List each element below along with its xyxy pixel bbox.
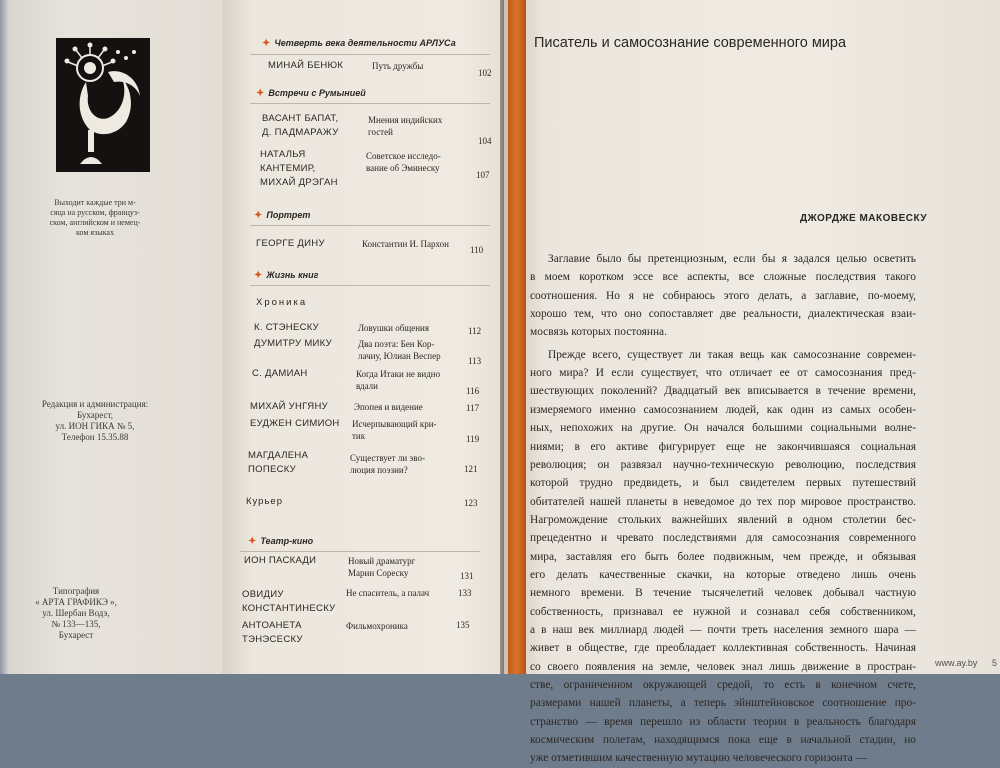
article-line: хорошо тем, что оно сопоставляет две реальности, диалектическая взаи- (530, 308, 916, 321)
note-line: ком языках (76, 228, 114, 237)
toc-author: МИХАЙ УНГЯНУ (250, 401, 328, 412)
article-line: революция; он развязал научно-техническую революцию, последствия (530, 458, 916, 471)
toc-page-number: 131 (460, 571, 474, 581)
printer-line: Бухарест (58, 630, 94, 640)
section-title: Жизнь книг (266, 270, 319, 280)
toc-author: ИОН ПАСКАДИ (244, 555, 317, 566)
toc-article-title[interactable]: Существует ли эво- люция поэзии? (350, 453, 425, 475)
article-line: соотношения. Но я не собираюсь этого делать, а заглавие, по-моему, (530, 289, 916, 302)
article-line: Заглавие было бы претенциозным, если бы я задался целью осветить (548, 253, 916, 265)
toc-author: К. СТЭНЕСКУ (254, 322, 320, 333)
printer-line: Типография (52, 586, 100, 596)
toc-author: АНТОАНЕТА ТЭНЭСЕСКУ (242, 620, 303, 645)
printer-line: № 133—135, (51, 619, 101, 629)
article-title: Писатель и самосознание современного мира (534, 35, 847, 51)
toc-section-header[interactable]: ✦ Жизнь книг (254, 270, 319, 281)
toc-page-number: 119 (466, 434, 480, 444)
toc-article-title[interactable]: Мнения индийских гостей (368, 115, 443, 137)
article-line: Нагромождение стольких важнейших явлений в одном столетии бес- (530, 513, 916, 526)
toc-author: ГЕОРГЕ ДИНУ (256, 238, 325, 249)
editorial-line: Бухарест, (76, 410, 114, 420)
article-line: ного мира? И если существует, что отличает ее от самосознания пред- (530, 367, 916, 380)
article-line: его делать качественные скачки, на которые отведено лишь очень (530, 568, 916, 581)
toc-author: МАГДАЛЕНА ПОПЕСКУ (248, 450, 309, 475)
orange-spine-edge (508, 0, 526, 674)
article-line: уже отметившим качественную мутацию человеческого горизонта — (530, 752, 868, 765)
article-line: ниями; в его активе фигурирует еще не закончившаяся социальная (530, 440, 916, 453)
toc-article-title[interactable]: Когда Итаки не видно вдали (356, 369, 441, 391)
toc-page-number: 104 (478, 136, 492, 146)
note-line: Выходит каждые три м- (54, 198, 136, 207)
toc-page-number: 113 (468, 356, 482, 366)
toc-article-title[interactable]: Два поэта: Бен Кор- лачиу, Юлиан Веспер (358, 339, 441, 361)
toc-article-title[interactable]: Путь дружбы (372, 61, 424, 71)
toc-page-number: 123 (464, 498, 478, 508)
toc-author: ДУМИТРУ МИКУ (254, 338, 332, 349)
editorial-line: ул. ИОН ГИКА № 5, (55, 421, 135, 431)
toc-page-number: 107 (476, 170, 490, 180)
section-title: Театр-кино (260, 536, 314, 546)
editorial-address (10, 399, 180, 443)
toc-page-number: 121 (464, 464, 478, 474)
toc-page-number: 110 (470, 245, 484, 255)
toc-author: ЕУДЖЕН СИМИОН (250, 418, 340, 429)
toc-page-number: 116 (466, 386, 480, 396)
toc-author: НАТАЛЬЯ КАНТЕМИР, МИХАЙ ДРЭГАН (260, 149, 338, 188)
toc-author: МИНАЙ БЕНЮК (268, 60, 344, 71)
publication-note (20, 198, 170, 238)
article-line: которой трудно предвидеть, и был свидетелем первых путешествий (530, 477, 916, 490)
toc-page-number: 102 (478, 68, 492, 78)
article-line: обитателей нашей планеты в неведомое до тех пор мировое пространство. (530, 495, 916, 508)
article-line: прецедентно и чревато последствиями для самосознания современного (530, 532, 916, 545)
article-line: собственность, признавал ее нужной и сознавал себя собственником, (530, 605, 916, 618)
rooster-logo-icon (56, 38, 150, 172)
divider (250, 285, 490, 286)
toc-article-title[interactable]: Константин И. Пархон (362, 239, 450, 249)
watermark: www.ay.by (935, 658, 978, 668)
article-line: а в наш век миллиард людей — почти треть населения земного шара — (530, 624, 916, 636)
article-line: немного времени. В течение тысячелетий человек добывал частную (530, 587, 916, 600)
note-line: сяца на русском, француз- (50, 208, 140, 217)
divider (250, 225, 490, 226)
article-line: космическим полетам, находящимся пока еще в начальной стадии, но (530, 734, 916, 747)
toc-article-title[interactable]: Ловушки общения (358, 323, 429, 333)
printer-line: « АРТА ГРАФИКЭ », (35, 597, 117, 607)
article-line: странство — время перешло из области теории в реальность благодаря (530, 715, 916, 728)
toc-chronicle-label: Хроника (256, 297, 308, 308)
toc-article-title[interactable]: Новый драматург Марин Сореску (348, 556, 416, 578)
article-line: мира, заставляя его быть более подвижным, чем прежде, и обязывая (530, 550, 916, 563)
toc-page-number: 117 (466, 403, 480, 413)
toc-section-header[interactable]: ✦ Театр-кино (248, 536, 314, 547)
toc-article-title[interactable]: Фильмохроника (346, 621, 408, 631)
divider (240, 551, 480, 552)
toc-article-title[interactable]: Советское исследо- вание об Эминеску (366, 151, 441, 173)
toc-courier-label: Курьер (246, 496, 283, 507)
article-line: измеряемого именно самосознанием людей, как один из самых особен- (530, 403, 916, 416)
toc-article-title[interactable]: Исчерпывающий кри- тик (352, 419, 437, 441)
toc-section-header[interactable]: ✦ Четверть века деятельности АРЛУСа (262, 38, 456, 49)
note-line: ском, английском и немец- (49, 218, 141, 227)
toc-author: С. ДАМИАН (252, 368, 308, 379)
printer-line: ул. Шербан Водэ, (42, 608, 110, 618)
article-author: ДЖОРДЖЕ МАКОВЕСКУ (800, 213, 928, 224)
section-title: Четверть века деятельности АРЛУСа (274, 38, 456, 48)
toc-author: ВАСАНТ БАПАТ, Д. ПАДМАРАЖУ (262, 113, 339, 138)
editorial-line: Редакция и администрация: (41, 399, 149, 409)
printer-address (6, 586, 146, 641)
article-line: мосвязь которых постоянна. (530, 326, 667, 339)
article-line: ных, непохожих на другие. Он начался большими социальными волне- (530, 422, 916, 435)
divider (250, 103, 490, 104)
section-title: Портрет (266, 210, 311, 220)
toc-page-number: 133 (458, 588, 472, 598)
toc-section-header[interactable]: ✦ Портрет (254, 210, 311, 221)
toc-section-header[interactable]: ✦ Встречи с Румынией (256, 88, 366, 99)
toc-article-title[interactable]: Эпопея и видение (354, 402, 423, 412)
toc-author: ОВИДИУ КОНСТАНТИНЕСКУ (242, 589, 336, 614)
article-line: в моем коротком эссе все аспекты, все сложные последствия такого (530, 271, 916, 284)
divider (250, 54, 490, 55)
article-line: шествующих поколений? Двадцатый век вписывается в течение времени, (530, 385, 916, 398)
article-line: размерами нашей планеты, а теперь эйнштейновское соотношение про- (530, 697, 916, 710)
toc-article-title[interactable]: Не спаситель, а палач (346, 588, 430, 598)
toc-page-number: 112 (468, 326, 482, 336)
section-title: Встречи с Румынией (268, 88, 366, 98)
article-line: стве, ограниченном окружающей средой, то есть в конечном счете, (530, 679, 916, 692)
article-line: живет в обществе, где преобладает коллективная собственность. Начиная (530, 642, 916, 655)
article-line: со своего появления на земле, человек знал лишь движение в простран- (530, 660, 916, 673)
toc-page-number: 135 (456, 620, 470, 630)
editorial-line: Телефон 15.35.88 (61, 432, 129, 442)
page-number: 5 (992, 658, 998, 668)
article-line: Прежде всего, существует ли такая вещь как самосознание современ- (548, 348, 916, 361)
